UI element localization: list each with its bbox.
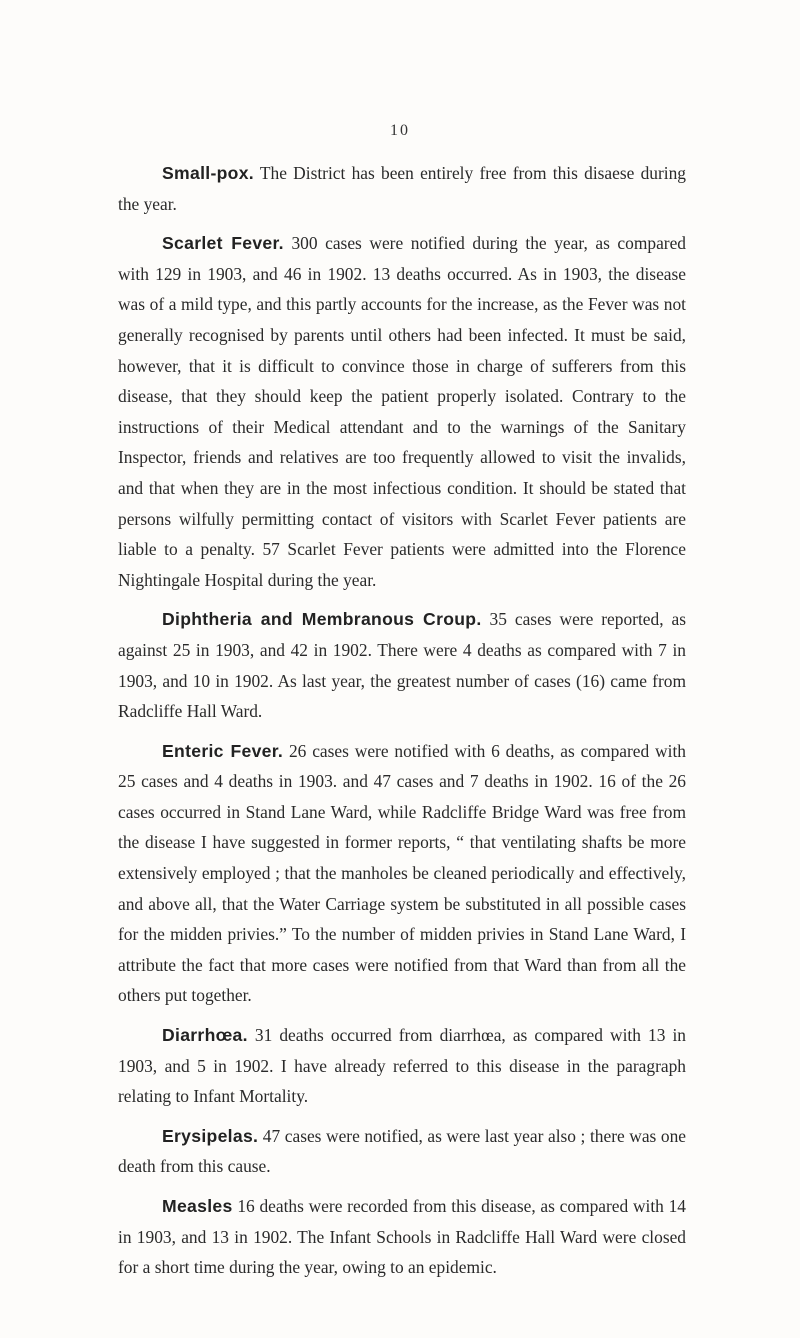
paragraph-diphtheria: [118, 604, 686, 726]
text-erysipelas: 47 cases were notified, as were last year also ; there was one death from this cause.: [118, 1125, 686, 1177]
heading-scarlet-fever: Scarlet Fever.: [162, 233, 284, 254]
text-diarrhoea: 31 deaths occurred from diarrhœa, as compared with 13 in 1903, and 5 in 1902. I have already referred to this disease in the paragraph relating to Infant Mortality.: [118, 1025, 686, 1107]
heading-diphtheria: Diphtheria and Membranous Croup.: [162, 609, 482, 630]
paragraph-measles: [118, 1191, 686, 1283]
heading-measles: Measles: [162, 1196, 233, 1216]
text-enteric-fever: 26 cases were notified with 6 deaths, as compared with 25 cases and 4 deaths in 1903. and 47 cases and 7 deaths in 1902. 16 of the 26 cases occurred in Stand Lane Ward, while Radcliffe Bridge Ward was free from the disease I have suggested in former reports, “ that ventilating shafts be more extensively employed ; that the manholes be cleaned periodically and effectively, and above all, that the Water Carriage system be substituted in all possible cases for the midden privies.” To the number of midden privies in Stand Lane Ward, I attribute the fact that more cases were notified from that Ward than from all the others put together.: [118, 740, 686, 1006]
heading-small-pox: Small-pox.: [162, 163, 254, 183]
text-scarlet-fever: 300 cases were notified during the year, as compared with 129 in 1903, and 46 in 1902. 13 deaths occurred. As in 1903, the disease was of a mild type, and this partly accounts for the increase, as the Fever was not generally recognised by parents until others had been infected. It must be said, however, that it is difficult to convince those in charge of sufferers from this disease, that they should keep the patient properly isolated. Contrary to the instructions of their Medical attendant and to the warnings of the Sanitary Inspector, friends and relatives are too frequently allowed to visit the invalids, and that when they are in the most infectious condition. It should be stated that persons wilfully permitting contact of visitors with Scarlet Fever patients are liable to a penalty. 57 Scarlet Fever patients were admitted into the Florence Nightingale Hospital during the year.: [118, 233, 686, 590]
paragraph-enteric-fever: [118, 736, 686, 1011]
paragraph-erysipelas: [118, 1121, 686, 1182]
text-small-pox: The District has been entirely free from this disaese during the year.: [118, 163, 686, 214]
paragraph-scarlet-fever: [118, 228, 686, 595]
paragraph-small-pox: [118, 158, 686, 219]
paragraph-diarrhoea: [118, 1020, 686, 1112]
text-diphtheria: 35 cases were reported, as against 25 in 1903, and 42 in 1902. There were 4 deaths as compared with 7 in 1903, and 10 in 1902. As last year, the greatest number of cases (16) came from Radcliffe Hall Ward.: [118, 609, 686, 722]
heading-diarrhoea: Diarrhœa.: [162, 1025, 248, 1046]
heading-enteric-fever: Enteric Fever.: [162, 740, 284, 761]
heading-erysipelas: Erysipelas.: [162, 1125, 259, 1146]
report-body: [118, 158, 686, 1292]
page-number: 10: [390, 122, 410, 139]
text-measles: 16 deaths were recorded from this disease, as compared with 14 in 1903, and 13 in 1902. The Infant Schools in Radcliffe Hall Ward were closed for a short time during the year, owing to an epidemic.: [118, 1196, 686, 1278]
